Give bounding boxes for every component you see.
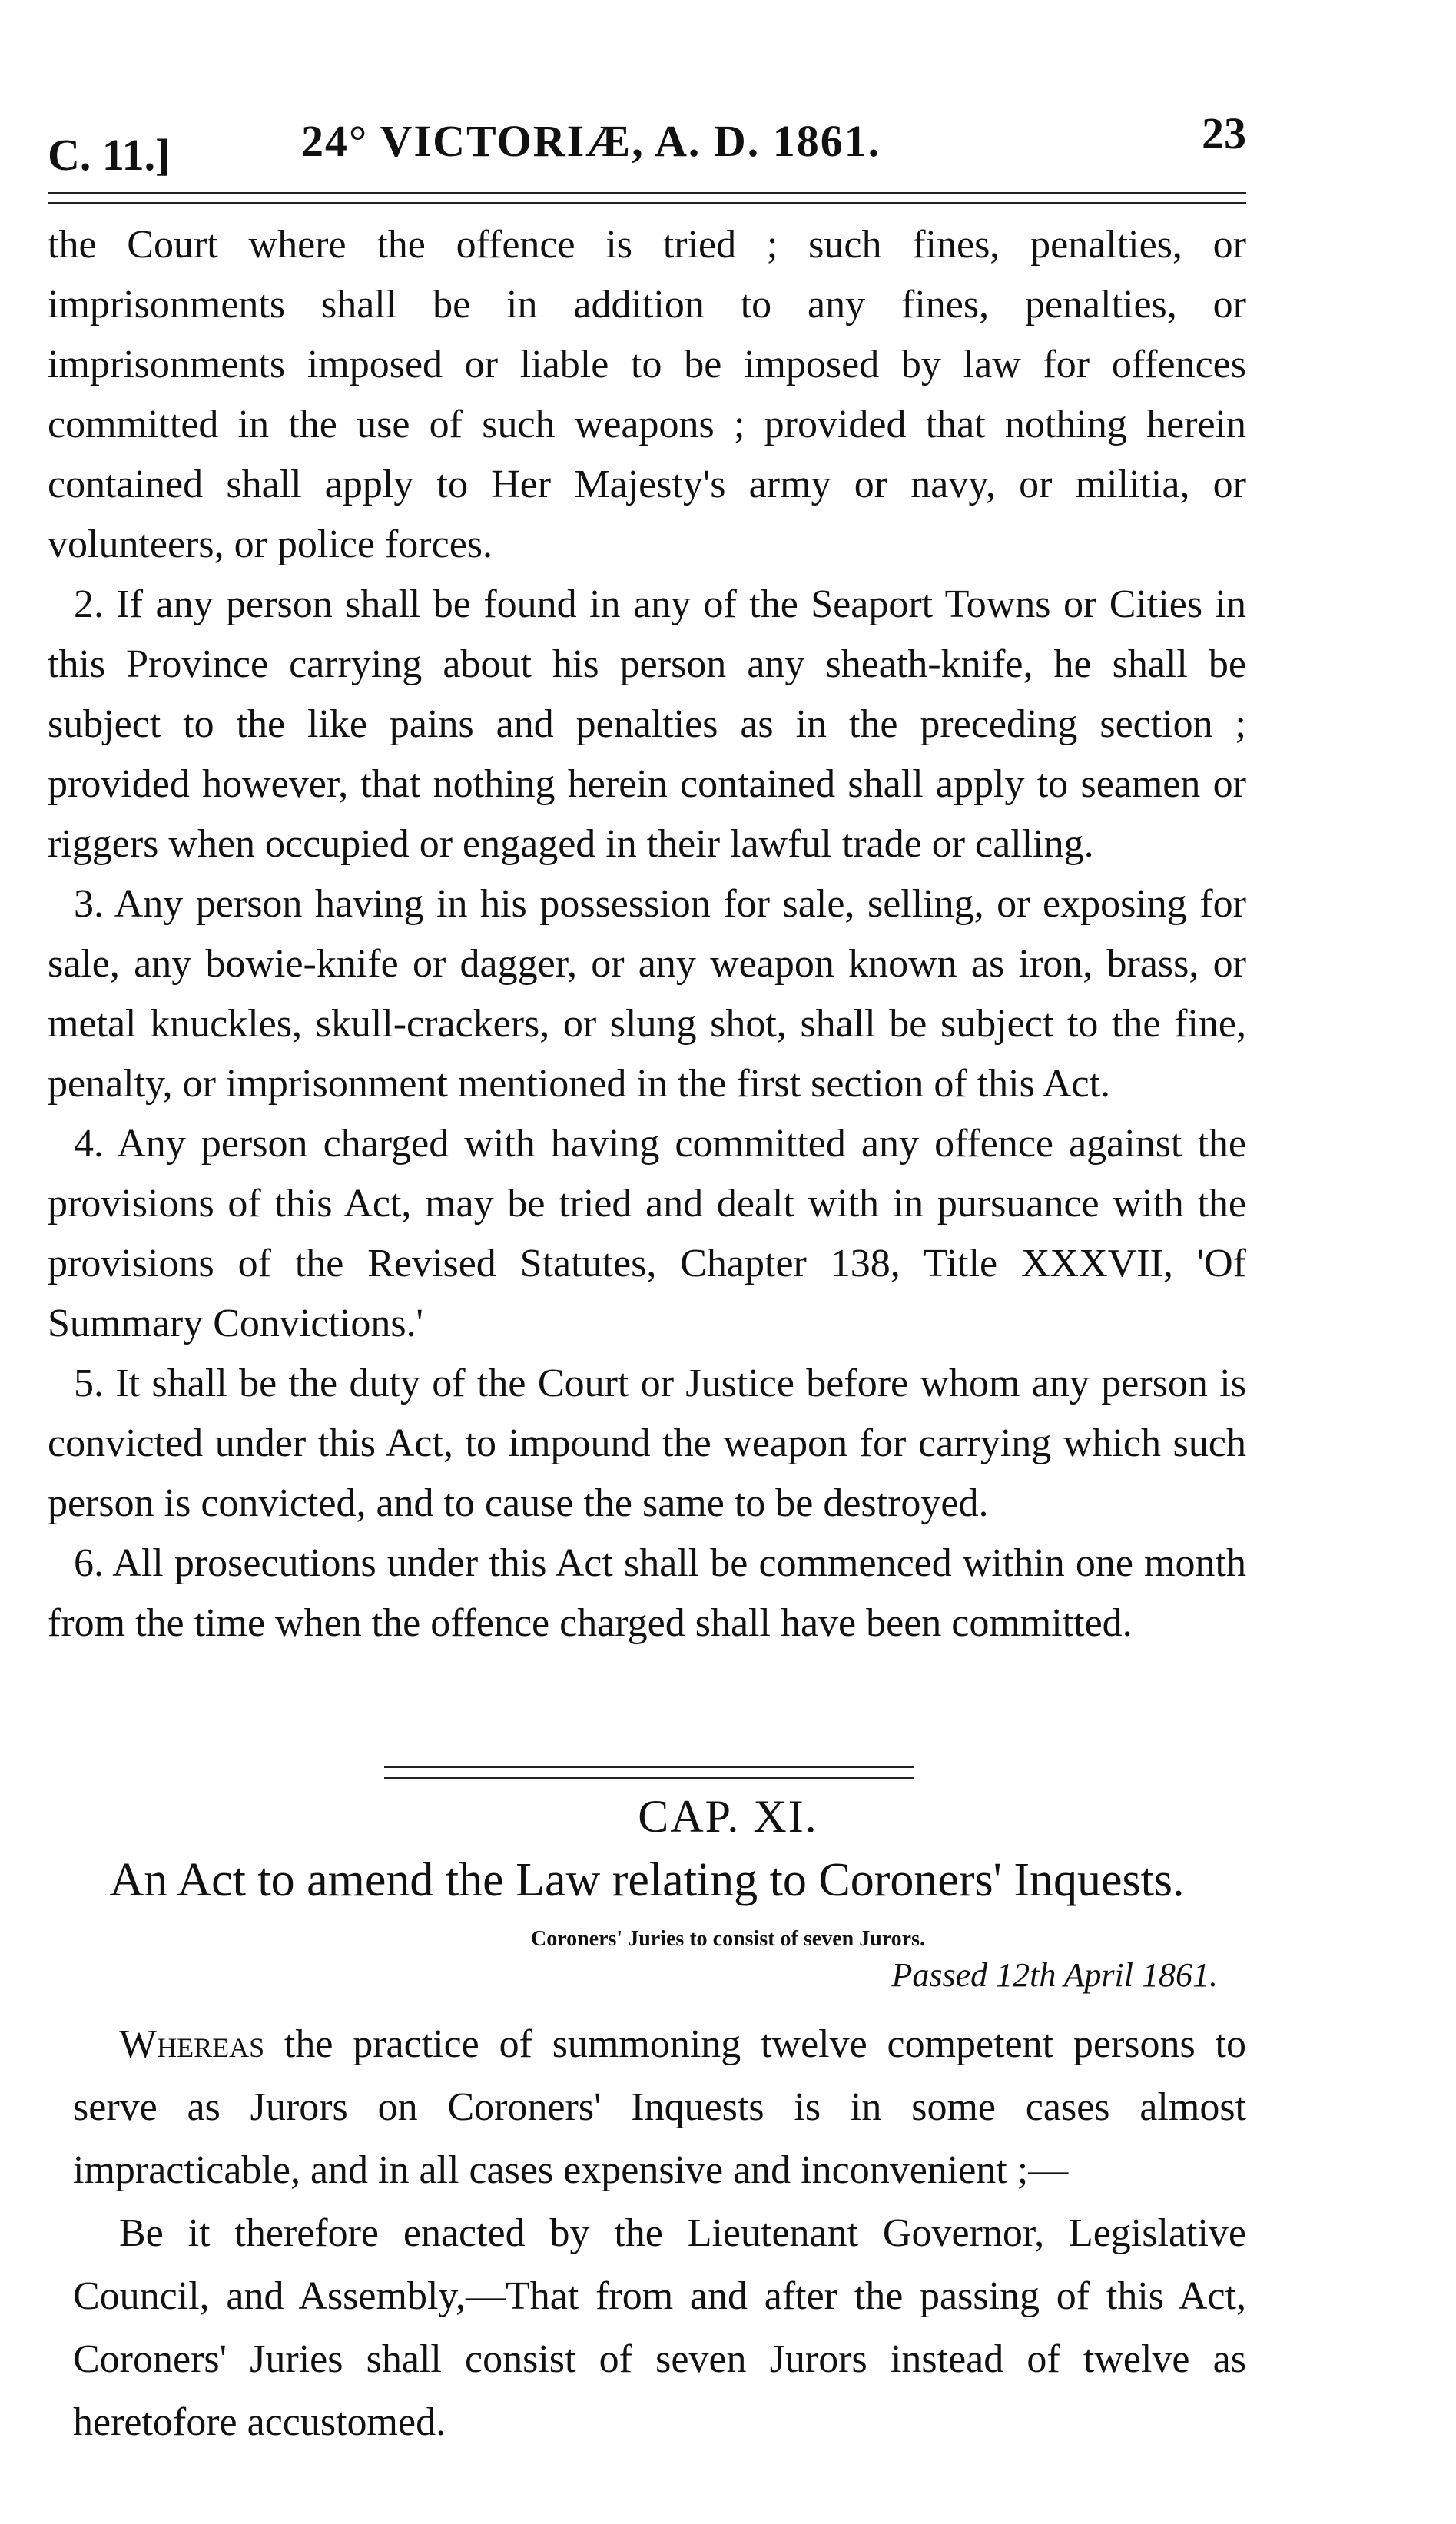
page-number: 23 xyxy=(1202,108,1246,158)
section-6: 6. All prosecutions under this Act shall be commenced within one month from the time when the offence charged shall have been committed. xyxy=(48,1541,1246,1645)
header-rule xyxy=(48,192,1246,204)
section-2: 2. If any person shall be found in any of the Seaport Towns or Cities in this Province carrying about his person any sheath-knife, he shall be subject to the like pains and penalties as in the preceding section ; provided however, that nothing herein contained shall apply to seamen or riggers when occupied or engaged in their lawful trade or calling. xyxy=(48,582,1246,866)
enacting-clause: Be it therefore enacted by the Lieutenant Governor, Legislative Council, and Assembly,—That from and after the passing of this Act, Coroners' Juries shall consist of seven Jurors instead of twelve as heretofore accustomed. xyxy=(73,2211,1246,2444)
act-title: An Act to amend the Law relating to Coroners' Inquests. xyxy=(109,1854,1185,1906)
passed-date: Passed 12th April 1861. xyxy=(891,1956,1218,1994)
chapter-number: CAP. XI. xyxy=(638,1791,818,1842)
section-5: 5. It shall be the duty of the Court or Justice before whom any person is convicted under this Act, to impound the weapon for carrying which such person is convicted, and to cause the same to be destroyed. xyxy=(48,1362,1246,1525)
act-body xyxy=(73,2013,1246,2454)
running-head-chapter: C. 11.] xyxy=(48,130,171,180)
section-4: 4. Any person charged with having committed any offence against the provisions of this Act, may be tried and dealt with in pursuance with the provisions of the Revised Statutes, Chapter 138, Title XXXVII, 'Of Summary Convictions.' xyxy=(48,1122,1246,1345)
running-head-title: 24° VICTORIÆ, A. D. 1861. xyxy=(301,116,881,166)
marginal-note: Coroners' Juries to consist of seven Jurors. xyxy=(530,1927,926,1951)
paragraph-continuation: the Court where the offence is tried ; such fines, penalties, or imprisonments shall be in addition to any fines, penalties, or imprisonments imposed or liable to be imposed by law for offences committed in the use of such weapons ; provided that nothing herein contained shall apply to Her Majesty's army or navy, or militia, or volunteers, or police forces. xyxy=(48,223,1246,566)
preamble-text: the practice of summoning twelve competent persons to serve as Jurors on Coroners' Inquests is in some cases almost impracticable, and in all cases expensive and inconvenient ;— xyxy=(73,2022,1246,2192)
preamble-lead: Whereas xyxy=(119,2022,265,2066)
preamble xyxy=(73,2013,1246,2202)
section-3: 3. Any person having in his possession for sale, selling, or exposing for sale, any bowie-knife or dagger, or any weapon known as iron, brass, or metal knuckles, skull-crackers, or slung shot, shall be subject to the fine, penalty, or imprisonment mentioned in the first section of this Act. xyxy=(48,882,1246,1106)
statute-body xyxy=(48,215,1246,1653)
running-head xyxy=(48,108,1246,180)
chapter-divider-rule xyxy=(384,1766,914,1779)
